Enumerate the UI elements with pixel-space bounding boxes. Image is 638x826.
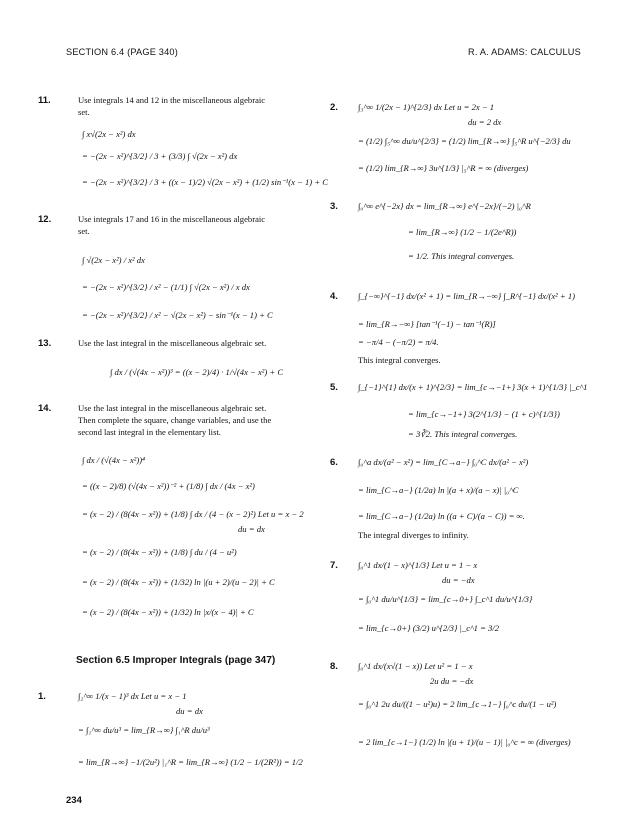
math-line: = (x − 2) / (8(4x − x²)) + (1/8) ∫ dx / (4 − (x − 2)²) Let u = x − 2 [82, 509, 304, 519]
math-line: = −(2x − x²)^{3/2} / x² − (1/1) ∫ √(2x − x²) / x dx [82, 282, 250, 292]
math-line: = lim_{c→0+} (3/2) u^{2/3} |_c^1 = 3/2 [358, 623, 500, 633]
math-line: = lim_{R→∞} −1/(2u²) |₁^R = lim_{R→∞} (1/2 − 1/(2R²)) = 1/2 [78, 757, 303, 767]
problem-text: Use the last integral in the miscellaneous algebraic set. [78, 403, 267, 413]
problem-text: set. [78, 226, 90, 236]
math-line: ∫₀^1 dx/(x√(1 − x)) Let u² = 1 − x [358, 661, 473, 671]
problem-number: 1. [38, 691, 46, 702]
problem-text: second last integral in the elementary list. [78, 427, 221, 437]
problem-number: 3. [330, 201, 338, 212]
math-line: ∫ dx / (√(4x − x²))⁴ [82, 455, 146, 465]
math-line: ∫₀^a dx/(a² − x²) = lim_{C→a−} ∫₀^C dx/(a² − x²) [358, 457, 529, 467]
problem-text: The integral diverges to infinity. [358, 530, 469, 540]
math-line: ∫ √(2x − x²) / x² dx [82, 255, 145, 265]
problem-number: 12. [38, 214, 52, 225]
math-line: = lim_{c→−1+} 3(2^{1/3} − (1 + c)^{1/3}) [408, 409, 560, 419]
header-left: SECTION 6.4 (PAGE 340) [66, 47, 178, 57]
math-line: = −(2x − x²)^{3/2} / 3 + ((x − 1)/2) √(2x − x²) + (1/2) sin⁻¹(x − 1) + C [82, 177, 329, 187]
math-line: du = dx [176, 706, 203, 716]
problem-text: This integral converges. [358, 355, 441, 365]
problem-number: 11. [38, 95, 51, 106]
math-line: = lim_{R→−∞} [tan⁻¹(−1) − tan⁻¹(R)] [358, 319, 496, 329]
math-line: = (1/2) lim_{R→∞} 3u^{1/3} |₅^R = ∞ (diverges) [358, 163, 529, 173]
problem-text: Use the last integral in the miscellaneous algebraic set. [78, 338, 267, 348]
math-line: = lim_{C→a−} (1/2a) ln |(a + x)/(a − x)| |₀^C [358, 485, 519, 495]
math-line: = −π/4 − (−π/2) = π/4. [358, 337, 439, 347]
problem-text: Use integrals 14 and 12 in the miscellaneous algebraic [78, 95, 266, 105]
header-right: R. A. ADAMS: CALCULUS [468, 47, 581, 57]
math-line: = lim_{C→a−} (1/2a) ln ((a + C)/(a − C)) = ∞. [358, 511, 525, 521]
math-line: = (x − 2) / (8(4x − x²)) + (1/32) ln |(u + 2)/(u − 2)| + C [82, 577, 275, 587]
math-line: = lim_{R→∞} (1/2 − 1/(2e^R)) [408, 227, 517, 237]
math-line: ∫₀^1 dx/(1 − x)^{1/3} Let u = 1 − x [358, 560, 478, 570]
problem-number: 8. [330, 661, 338, 672]
math-line: ∫₃^∞ 1/(2x − 1)^{2/3} dx Let u = 2x − 1 [358, 102, 495, 112]
math-line: = 2 lim_{c→1−} (1/2) ln |(u + 1)/(u − 1)| |₀^c = ∞ (diverges) [358, 737, 571, 747]
problem-text: Use integrals 17 and 16 in the miscellaneous algebraic [78, 214, 266, 224]
math-line: ∫_{−∞}^{−1} dx/(x² + 1) = lim_{R→−∞} ∫_R^{−1} dx/(x² + 1) [358, 291, 576, 301]
math-line: = ∫₀^1 du/u^{1/3} = lim_{c→0+} ∫_c^1 du/u^{1/3} [358, 594, 533, 604]
section-heading: Section 6.5 Improper Integrals (page 347) [76, 655, 276, 666]
math-line: du = −dx [442, 575, 475, 585]
problem-number: 14. [38, 403, 52, 414]
problem-number: 4. [330, 291, 338, 302]
math-line: du = 2 dx [468, 117, 502, 127]
math-line: ∫₀^∞ e^{−2x} dx = lim_{R→∞} e^{−2x}/(−2) |₀^R [358, 201, 531, 211]
math-line: = 3∛2. This integral converges. [408, 429, 518, 439]
math-line: = (x − 2) / (8(4x − x²)) + (1/8) ∫ du / (4 − u²) [82, 547, 237, 557]
math-line: = ∫₀^1 2u du/((1 − u²)u) = 2 lim_{c→1−} ∫₀^c du/(1 − u²) [358, 699, 557, 709]
math-line: = −(2x − x²)^{3/2} / x² − √(2x − x²) − sin⁻¹(x − 1) + C [82, 310, 273, 320]
problem-number: 2. [330, 102, 338, 113]
problem-number: 7. [330, 560, 338, 571]
math-line: = ∫₁^∞ du/u³ = lim_{R→∞} ∫₁^R du/u³ [78, 725, 210, 735]
problem-number: 13. [38, 338, 52, 349]
math-line: = ((x − 2)/8) (√(4x − x²))⁻² + (1/8) ∫ dx / (4x − x²) [82, 481, 255, 491]
problem-text: set. [78, 107, 90, 117]
problem-number: 5. [330, 382, 338, 393]
math-line: = −(2x − x²)^{3/2} / 3 + (3/3) ∫ √(2x − x²) dx [82, 151, 238, 161]
math-line: = (1/2) ∫₅^∞ du/u^{2/3} = (1/2) lim_{R→∞} ∫₅^R u^{−2/3} du [358, 136, 571, 146]
math-line: ∫ dx / (√(4x − x²))³ = ((x − 2)/4) · 1/√(4x − x²) + C [110, 367, 284, 377]
problem-text: Then complete the square, change variables, and use the [78, 415, 272, 425]
math-line: ∫_{−1}^{1} dx/(x + 1)^{2/3} = lim_{c→−1+} 3(x + 1)^{1/3} |_c^1 [358, 382, 588, 392]
math-line: = 1/2. This integral converges. [408, 251, 515, 261]
problem-number: 6. [330, 457, 338, 468]
math-line: = (x − 2) / (8(4x − x²)) + (1/32) ln |x/(x − 4)| + C [82, 607, 254, 617]
math-line: ∫ x√(2x − x²) dx [82, 129, 136, 139]
math-line: 2u du = −dx [430, 676, 474, 686]
math-line: ∫₂^∞ 1/(x − 1)³ dx Let u = x − 1 [78, 691, 187, 701]
math-line: du = dx [238, 524, 265, 534]
page-number: 234 [66, 795, 82, 806]
